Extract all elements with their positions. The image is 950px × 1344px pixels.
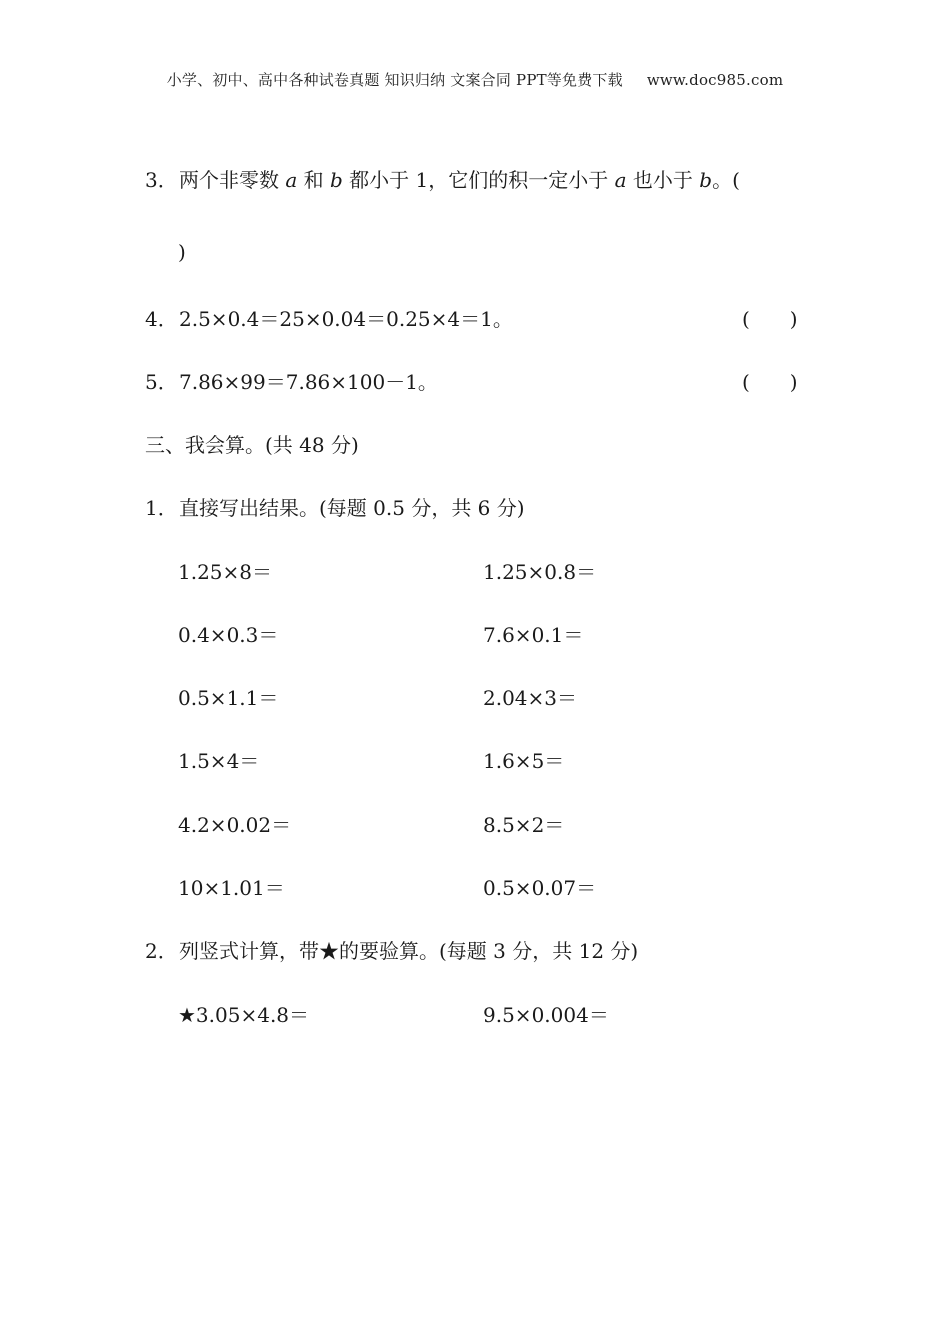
calc-item: 1.6×5＝ bbox=[483, 749, 565, 773]
header-text: 小学、初中、高中各种试卷真题 知识归纳 文案合同 PPT等免费下载 bbox=[166, 71, 623, 89]
question-number: 4． bbox=[145, 307, 178, 331]
calc-item: 2.04×3＝ bbox=[483, 686, 578, 710]
answer-paren: ( ) bbox=[742, 370, 798, 394]
question-text: 也小于 bbox=[626, 168, 700, 192]
question-text: 2.5×0.4＝25×0.04＝0.25×4＝1。 bbox=[179, 307, 513, 331]
part-number: 2． bbox=[145, 939, 178, 963]
vertical-calc-item: 9.5×0.004＝ bbox=[483, 1003, 609, 1027]
header-site: www.doc985.com bbox=[646, 71, 784, 89]
vertical-calc-item: ★3.05×4.8＝ bbox=[178, 1003, 310, 1027]
answer-paren-open: 。( bbox=[712, 168, 740, 192]
question-number: 5． bbox=[145, 370, 178, 394]
part-2-title bbox=[145, 935, 638, 964]
question-4 bbox=[145, 303, 513, 332]
part-text: 列竖式计算，带★的要验算。(每题 3 分，共 12 分) bbox=[179, 939, 639, 963]
calc-item: 0.5×1.1＝ bbox=[178, 686, 279, 710]
part-1-title bbox=[145, 492, 525, 521]
variable-a: a bbox=[285, 168, 298, 192]
answer-paren: ( ) bbox=[742, 307, 798, 331]
variable-b: b bbox=[699, 168, 713, 192]
calc-item: 0.5×0.07＝ bbox=[483, 876, 597, 900]
question-3 bbox=[145, 164, 740, 193]
variable-a: a bbox=[614, 168, 627, 192]
question-text: 7.86×99＝7.86×100－1。 bbox=[179, 370, 438, 394]
calc-item: 1.25×0.8＝ bbox=[483, 560, 597, 584]
part-number: 1． bbox=[145, 496, 178, 520]
page-header bbox=[0, 69, 950, 90]
calc-item: 8.5×2＝ bbox=[483, 813, 565, 837]
calc-item: 0.4×0.3＝ bbox=[178, 623, 279, 647]
calc-item: 7.6×0.1＝ bbox=[483, 623, 584, 647]
variable-b: b bbox=[330, 168, 343, 192]
question-text: 和 bbox=[297, 168, 331, 192]
section-title: 三、我会算。(共 48 分) bbox=[145, 433, 359, 457]
answer-paren-close: ) bbox=[178, 240, 186, 264]
part-text: 直接写出结果。(每题 0.5 分，共 6 分) bbox=[179, 496, 525, 520]
calc-item: 10×1.01＝ bbox=[178, 876, 285, 900]
calc-item: 1.25×8＝ bbox=[178, 560, 273, 584]
question-5 bbox=[145, 366, 438, 395]
calc-item: 1.5×4＝ bbox=[178, 749, 260, 773]
question-text: 都小于 1，它们的积一定小于 bbox=[342, 168, 615, 192]
question-text: 两个非零数 bbox=[179, 168, 286, 192]
question-number: 3． bbox=[145, 168, 178, 192]
calc-item: 4.2×0.02＝ bbox=[178, 813, 292, 837]
